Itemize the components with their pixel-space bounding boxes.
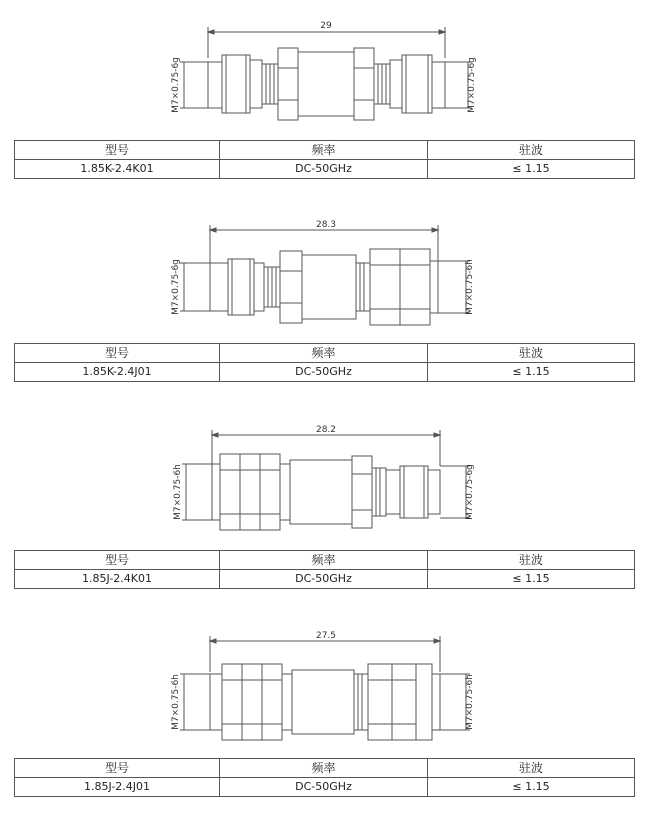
length-dimension-2: 28.3 xyxy=(315,220,337,230)
right-thread-label-3: M7×0.75-6g xyxy=(465,464,475,520)
header-vswr: 驻波 xyxy=(428,344,635,363)
header-vswr: 驻波 xyxy=(428,759,635,778)
header-frequency: 频率 xyxy=(220,551,428,570)
header-vswr: 驻波 xyxy=(428,141,635,160)
right-thread-label-4: M7×0.75-6h xyxy=(465,674,475,730)
left-thread-label-2: M7×0.75-6g xyxy=(171,259,181,315)
adapter-drawing-4 xyxy=(0,618,648,753)
left-thread-label-4: M7×0.75-6h xyxy=(171,674,181,730)
header-frequency: 频率 xyxy=(220,141,428,160)
header-model: 型号 xyxy=(15,141,220,160)
spec-table-4 xyxy=(14,758,635,797)
header-frequency: 频率 xyxy=(220,759,428,778)
header-frequency: 频率 xyxy=(220,344,428,363)
cell-vswr: ≤ 1.15 xyxy=(428,778,635,797)
cell-model: 1.85K-2.4J01 xyxy=(15,363,220,382)
cell-model: 1.85K-2.4K01 xyxy=(15,160,220,179)
spec-table-1 xyxy=(14,140,635,179)
left-thread-label-3: M7×0.75-6h xyxy=(173,464,183,520)
cell-frequency: DC-50GHz xyxy=(220,363,428,382)
cell-vswr: ≤ 1.15 xyxy=(428,570,635,589)
length-dimension-1: 29 xyxy=(320,21,332,31)
length-dimension-3: 28.2 xyxy=(315,425,337,435)
right-thread-label-1: M7×0.75-6g xyxy=(467,57,477,113)
cell-frequency: DC-50GHz xyxy=(220,570,428,589)
spec-table-2 xyxy=(14,343,635,382)
left-thread-label-1: M7×0.75-6g xyxy=(171,57,181,113)
cell-frequency: DC-50GHz xyxy=(220,160,428,179)
spec-table-3 xyxy=(14,550,635,589)
length-dimension-4: 27.5 xyxy=(315,631,337,641)
header-model: 型号 xyxy=(15,759,220,778)
header-vswr: 驻波 xyxy=(428,551,635,570)
cell-vswr: ≤ 1.15 xyxy=(428,160,635,179)
header-model: 型号 xyxy=(15,551,220,570)
cell-model: 1.85J-2.4J01 xyxy=(15,778,220,797)
header-model: 型号 xyxy=(15,344,220,363)
cell-frequency: DC-50GHz xyxy=(220,778,428,797)
adapter-drawing-1 xyxy=(0,0,648,135)
adapter-drawing-2 xyxy=(0,205,648,335)
adapter-drawing-3 xyxy=(0,410,648,540)
right-thread-label-2: M7×0.75-6h xyxy=(465,259,475,315)
cell-model: 1.85J-2.4K01 xyxy=(15,570,220,589)
cell-vswr: ≤ 1.15 xyxy=(428,363,635,382)
